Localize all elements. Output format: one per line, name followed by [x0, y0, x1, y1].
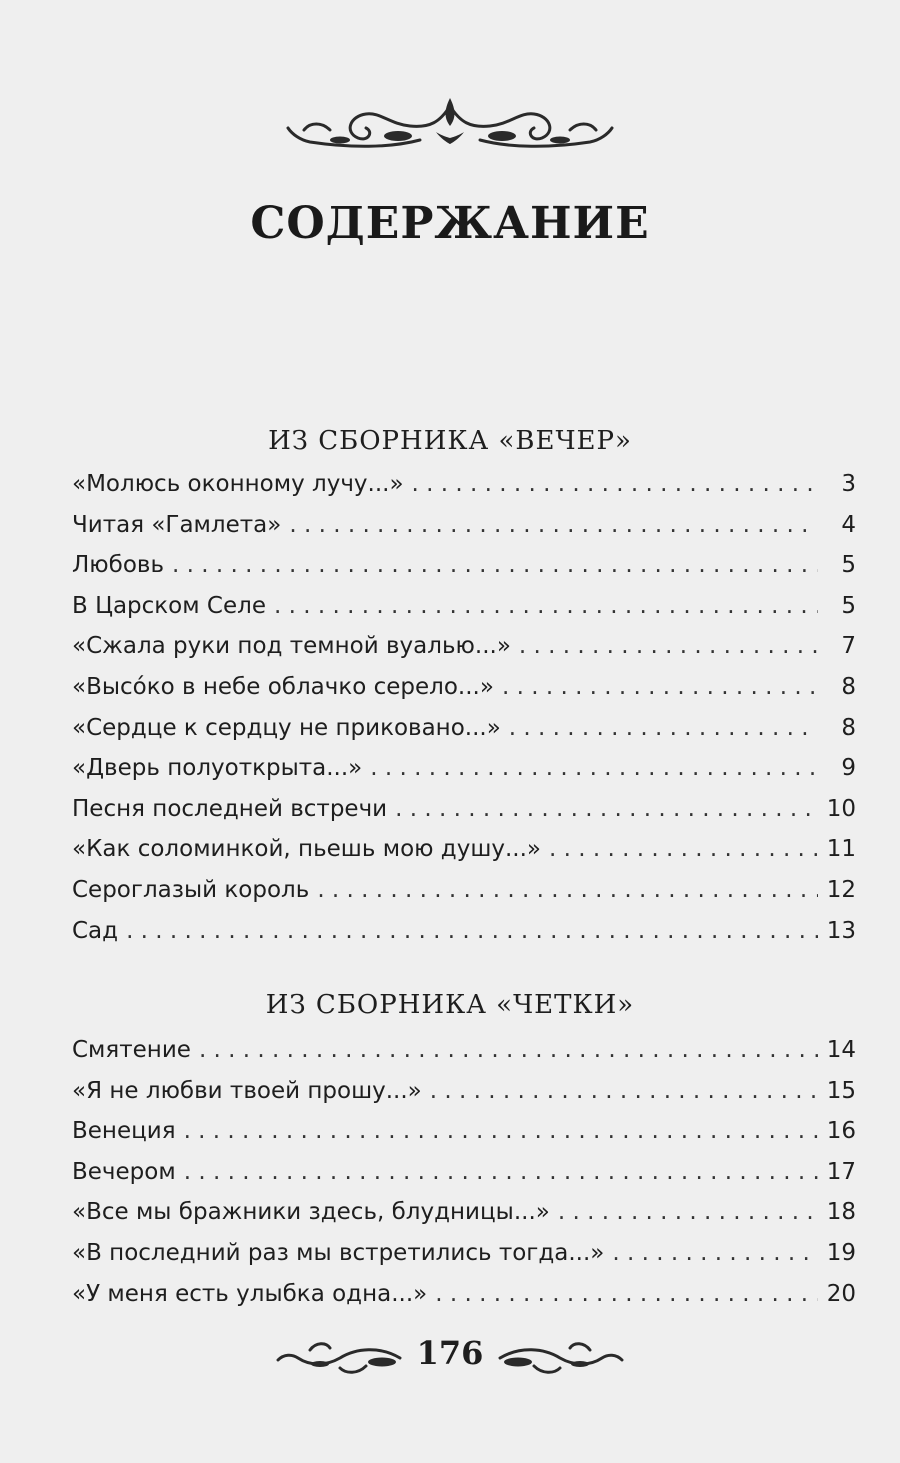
- toc-entry-page: 18: [826, 1199, 856, 1226]
- toc-entry-title: Вечером: [72, 1158, 176, 1185]
- toc-entry-title: «У меня есть улыбка одна...»: [72, 1280, 428, 1307]
- toc-leader-dots: [289, 505, 818, 546]
- section-heading: ИЗ СБОРНИКА «ВЕЧЕР»: [268, 426, 632, 456]
- section-heading: ИЗ СБОРНИКА «ЧЕТКИ»: [265, 990, 635, 1020]
- toc-entry-title: В Царском Селе: [72, 592, 266, 619]
- toc-entry-page: 7: [841, 633, 856, 660]
- toc-entry-page: 8: [841, 714, 856, 741]
- toc-entry: [72, 1071, 856, 1112]
- toc-entry: [72, 464, 856, 505]
- toc-entry-title: «Я не любви твоей прошу...»: [72, 1077, 422, 1104]
- toc-leader-dots: [395, 789, 818, 830]
- toc-entry: [72, 789, 856, 830]
- toc-leader-dots: [502, 667, 818, 708]
- toc-entry-title: Сад: [72, 917, 119, 944]
- toc-entry-page: 3: [841, 471, 856, 497]
- toc-entry-page: 19: [826, 1239, 856, 1266]
- toc-entry: [72, 708, 856, 749]
- toc-entry-title: Сероглазый король: [72, 876, 310, 903]
- toc-entry-title: Любовь: [72, 552, 165, 579]
- toc-entry-title: «В последний раз мы встретились тогда...»: [72, 1239, 605, 1266]
- toc-list: [72, 464, 856, 951]
- toc-leader-dots: [430, 1071, 818, 1112]
- toc-leader-dots: [317, 870, 818, 911]
- toc-leader-dots: [274, 586, 818, 627]
- page-number: 176: [416, 1334, 484, 1372]
- toc-entry: [72, 1152, 856, 1193]
- toc-entry-page: 17: [826, 1158, 856, 1185]
- toc-leader-dots: [184, 1111, 818, 1152]
- toc-entry-page: 5: [841, 552, 856, 579]
- toc-entry-page: 10: [826, 795, 856, 822]
- toc-entry: [72, 1274, 856, 1315]
- toc-entry: [72, 1192, 856, 1233]
- toc-entry: [72, 748, 856, 789]
- toc-leader-dots: [549, 829, 818, 870]
- toc-leader-dots: [126, 911, 818, 952]
- toc-entry-page: 16: [826, 1118, 856, 1145]
- toc-list: [72, 1030, 856, 1314]
- toc-entry: [72, 545, 856, 586]
- toc-leader-dots: [172, 545, 818, 586]
- toc-leader-dots: [370, 748, 818, 789]
- toc-entry-title: «Сжала руки под темной вуалью...»: [72, 633, 511, 660]
- toc-entry-title: «Молюсь оконному лучу...»: [72, 471, 404, 497]
- scroll-ornament-icon: [270, 92, 630, 162]
- toc-entry-title: Читая «Гамлета»: [72, 511, 282, 538]
- toc-entry-title: «Как соломинкой, пьешь мою душу...»: [72, 836, 541, 863]
- toc-entry-page: 8: [841, 673, 856, 700]
- toc-leader-dots: [612, 1233, 818, 1274]
- toc-entry-page: 4: [841, 511, 856, 538]
- toc-entry-title: «Высóко в небе облачко серело...»: [72, 673, 494, 700]
- toc-leader-dots: [519, 626, 818, 667]
- toc-leader-dots: [558, 1192, 818, 1233]
- toc-entry: [72, 505, 856, 546]
- toc-leader-dots: [184, 1152, 818, 1193]
- toc-entry-title: Венеция: [72, 1118, 176, 1145]
- toc-entry-page: 12: [826, 876, 856, 903]
- toc-entry-page: 11: [826, 836, 856, 863]
- page-title: СОДЕРЖАНИЕ: [250, 198, 650, 249]
- toc-entry-page: 14: [826, 1037, 856, 1063]
- toc-leader-dots: [412, 464, 818, 505]
- toc-entry: [72, 586, 856, 627]
- toc-entry-page: 5: [841, 592, 856, 619]
- toc-entry: [72, 1111, 856, 1152]
- toc-entry-page: 15: [826, 1077, 856, 1104]
- toc-entry-title: «Сердце к сердцу не приковано...»: [72, 714, 501, 741]
- toc-entry: [72, 667, 856, 708]
- toc-entry-title: Смятение: [72, 1037, 191, 1063]
- toc-entry-title: Песня последней встречи: [72, 795, 388, 822]
- toc-entry: [72, 870, 856, 911]
- toc-entry: [72, 911, 856, 952]
- toc-entry-title: «Все мы бражники здесь, блудницы...»: [72, 1199, 550, 1226]
- toc-leader-dots: [435, 1274, 818, 1315]
- toc-entry-page: 13: [826, 917, 856, 944]
- toc-entry: [72, 1030, 856, 1071]
- toc-entry-title: «Дверь полуоткрыта...»: [72, 755, 363, 782]
- toc-entry-page: 20: [826, 1280, 856, 1307]
- toc-leader-dots: [199, 1030, 818, 1071]
- toc-entry-page: 9: [841, 755, 856, 782]
- toc-entry: [72, 829, 856, 870]
- toc-entry: [72, 1233, 856, 1274]
- toc-entry: [72, 626, 856, 667]
- toc-leader-dots: [509, 708, 818, 749]
